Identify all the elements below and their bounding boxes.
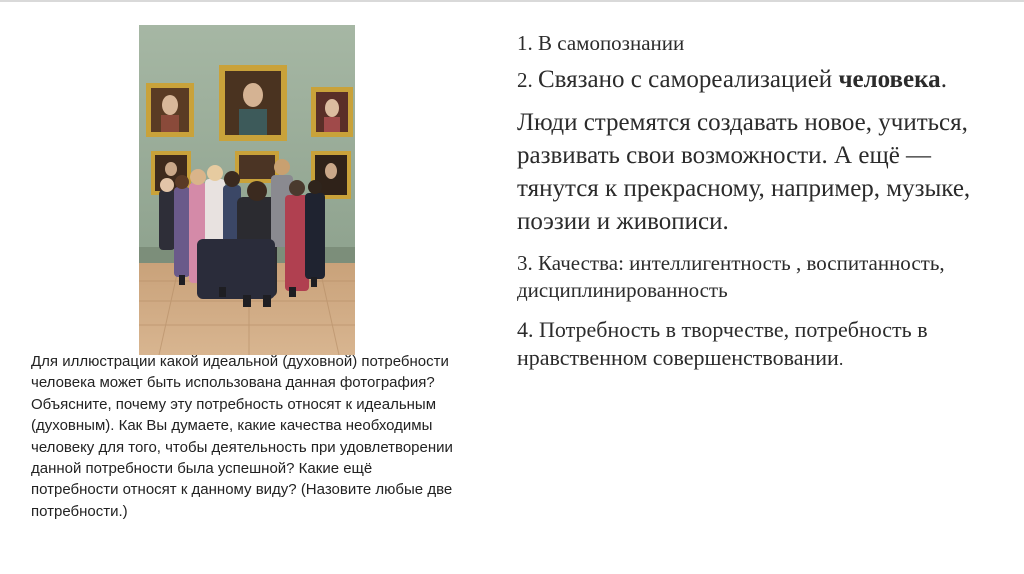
answer-4-end: . (838, 349, 844, 369)
answer-2-bold: человека (838, 66, 941, 93)
answer-2-end: . (940, 66, 947, 93)
answers-block (517, 28, 987, 373)
answer-1: 1. В самопознании (517, 31, 685, 55)
question-text: Для иллюстрации какой идеальной (духовной) потребности человека может быть использована данная фотография? Объясните, почему эту потребность относят к идеальным (духовным). Как Вы думаете, какие качества необходимы человеку для того, чтобы деятельность при удовлетворении данной потребности была успешной? Какие ещё потребности относят к данному виду? (Назовите любые две потребности.) (31, 353, 453, 520)
answer-2-number: 2. (517, 68, 538, 92)
answer-2 (517, 64, 987, 96)
answer-4-text: 4. Потребность в творчестве, потребность в нравственном совершенствовании (517, 317, 928, 370)
answer-2-explanation: Люди стремятся создавать новое, учиться, развивать свои возможности. А ещё — тянутся к прекрасному, например, музыке, поэзии и живописи. (517, 109, 971, 235)
answer-4 (517, 316, 987, 373)
answer-2-text: Связано с самореализацией (538, 66, 839, 93)
museum-photo (139, 25, 355, 355)
answer-3: 3. Качества: интеллигентность , воспитанность, дисциплинированность (517, 251, 945, 302)
slide-top-border (0, 0, 1024, 2)
